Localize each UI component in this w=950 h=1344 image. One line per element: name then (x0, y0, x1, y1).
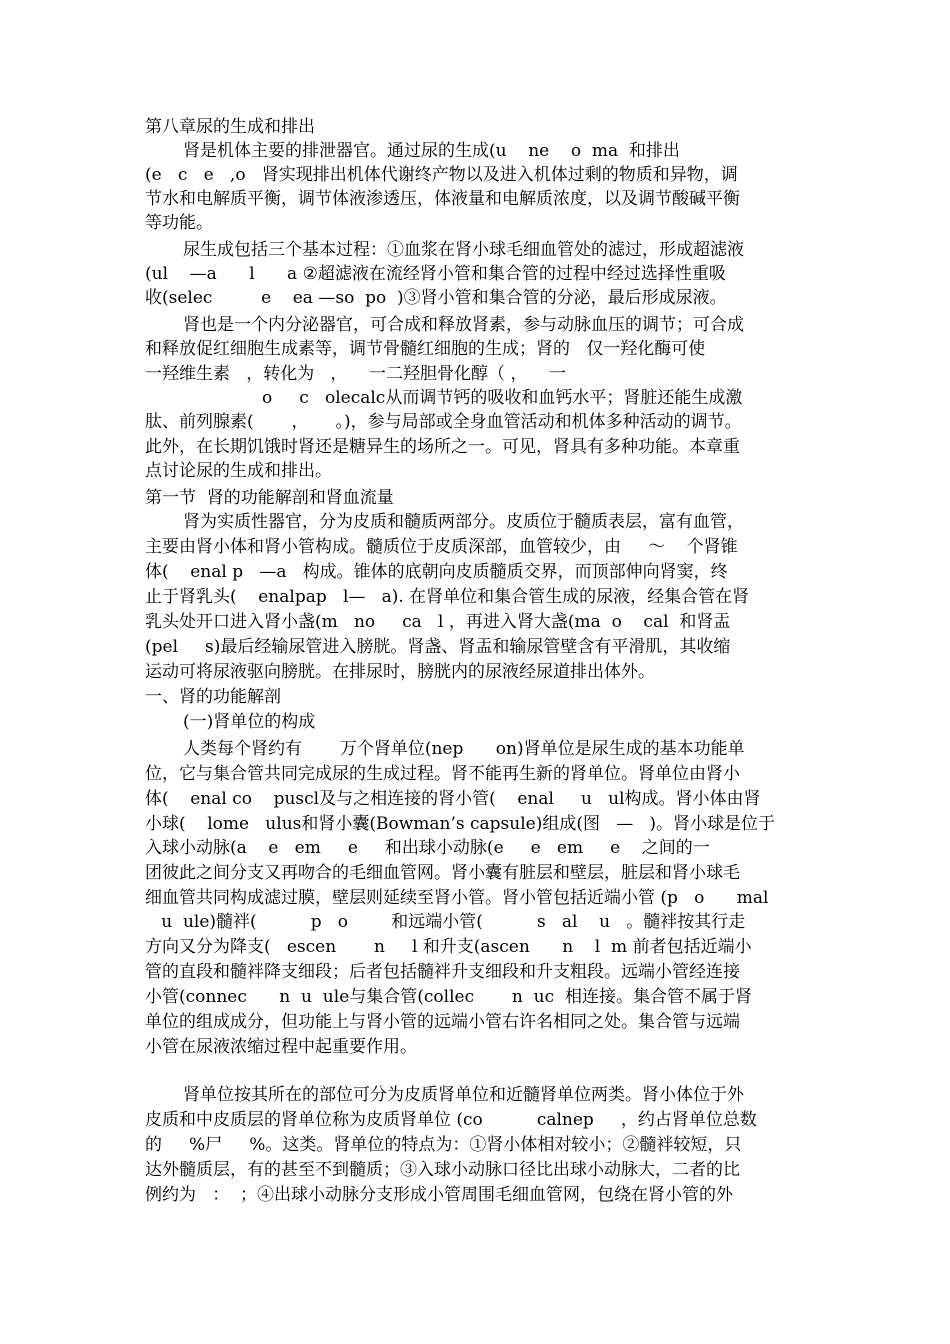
paragraph-line: 单位的组成成分，但功能上与肾小管的远端小管右许名相同之处。集合管与远端 (145, 1012, 740, 1032)
paragraph-line: 细血管共同构成滤过膜，壁层则延续至肾小管。肾小管包括近端小管 (p o mal (145, 888, 769, 908)
paragraph-line: (e c e ,o 肾实现排出机体代谢终产物以及进入机体过剩的物质和异物，调 (145, 165, 738, 185)
paragraph-line: 体( enal co puscl及与之相连接的肾小管( enal u ul构成。肾小体由肾 (145, 789, 761, 809)
paragraph-line: 达外髓质层，有的甚至不到髓质；③入球小动脉口径比出球小动脉大，二者的比 (145, 1160, 740, 1180)
paragraph-line: 的 %尸 %。这类。肾单位的特点为：①肾小体相对较小；②髓袢较短，只 (145, 1135, 742, 1155)
paragraph-line: 和释放促红细胞生成素等，调节骨髓红细胞的生成；肾的 仅一羟化酶可使 (145, 339, 706, 359)
paragraph-line: 主要由肾小体和肾小管构成。髓质位于皮质深部，血管较少，由 ～ 个肾锥 (145, 537, 738, 557)
subsection-heading: (一)肾单位的构成 (183, 712, 316, 732)
subsection-heading: 一、肾的功能解剖 (145, 687, 281, 707)
paragraph-line: 小管在尿液浓缩过程中起重要作用。 (145, 1037, 417, 1057)
paragraph-line: 等功能。 (145, 213, 213, 233)
paragraph-line: 人类每个肾约有 万个肾单位(nep on)肾单位是尿生成的基本功能单 (183, 739, 745, 759)
paragraph-line: (ul —a l a ②超滤液在流经肾小管和集合管的过程中经过选择性重吸 (145, 264, 726, 284)
paragraph-line: 肾也是一个内分泌器官，可合成和释放肾素，参与动脉血压的调节；可合成 (183, 315, 744, 335)
paragraph-line: u ule)髓袢( p o 和远端小管( s al u 。髓袢按其行走 (145, 912, 746, 932)
paragraph-line: 方向又分为降支( escen n l 和升支(ascen n l m 前者包括近端小 (145, 937, 752, 957)
paragraph-line: 一羟维生素 ，转化为 ， 一二羟胆骨化醇（ ， 一 (145, 364, 567, 384)
paragraph-line: 运动可将尿液驱向膀胱。在排尿时，膀胱内的尿液经尿道排出体外。 (145, 662, 655, 682)
paragraph-line: 肽、前列腺素( ， 。)，参与局部或全身血管活动和机体多种活动的调节。 (145, 412, 742, 432)
paragraph-line: 小管(connec n u ule与集合管(collec n uc 相连接。集合管不属于肾 (145, 987, 752, 1007)
paragraph-line: 皮质和中皮质层的肾单位称为皮质肾单位 (co calnep ，约占肾单位总数 (145, 1110, 757, 1130)
paragraph-line: 收(selec e ea —so po )③肾小管和集合管的分泌，最后形成尿液。 (145, 288, 727, 308)
paragraph-line: 此外，在长期饥饿时肾还是糖异生的场所之一。可见，肾具有多种功能。本章重 (145, 437, 740, 457)
paragraph-line: 肾是机体主要的排泄器官。通过尿的生成(u ne o ma 和排出 (183, 141, 680, 161)
paragraph-line: 入球小动脉(a e em e 和出球小动脉(e e em e 之间的一 (145, 838, 710, 858)
paragraph-line: 止于肾乳头( enalpap l— a). 在肾单位和集合管生成的尿液，经集合管在肾 (145, 587, 750, 607)
paragraph-line: 肾单位按其所在的部位可分为皮质肾单位和近髓肾单位两类。肾小体位于外 (183, 1085, 744, 1105)
paragraph-line: 管的直段和髓袢降支细段；后者包括髓袢升支细段和升支粗段。远端小管经连接 (145, 962, 740, 982)
paragraph-line: 点讨论尿的生成和排出。 (145, 461, 332, 481)
paragraph-line: 节水和电解质平衡，调节体液渗透压，体液量和电解质浓度，以及调节酸碱平衡 (145, 189, 740, 209)
paragraph-line: o c olecalc从而调节钙的吸收和血钙水平；肾脏还能生成激 (262, 388, 743, 408)
paragraph-line: 团彼此之间分支又再吻合的毛细血管网。肾小囊有脏层和壁层，脏层和肾小球毛 (145, 863, 740, 883)
paragraph-line: 肾为实质性器官，分为皮质和髓质两部分。皮质位于髓质表层，富有血管， (183, 512, 744, 532)
paragraph-line: 乳头处开口进入肾小盏(m no ca l ，再进入肾大盏(ma o cal 和肾盂 (145, 612, 731, 632)
chapter-title: 第八章尿的生成和排出 (145, 117, 315, 137)
section-heading: 第一节 肾的功能解剖和肾血流量 (145, 488, 394, 508)
paragraph-line: 位，它与集合管共同完成尿的生成过程。肾不能再生新的肾单位。肾单位由肾小 (145, 764, 740, 784)
paragraph-line: 尿生成包括三个基本过程：①血浆在肾小球毛细血管处的滤过，形成超滤液 (183, 240, 744, 260)
paragraph-line: 例约为 ： ；④出球小动脉分支形成小管周围毛细血管网，包绕在肾小管的外 (145, 1185, 734, 1205)
paragraph-line: (pel s)最后经输尿管进入膀胱。肾盏、肾盂和输尿管壁含有平滑肌，其收缩 (145, 637, 731, 657)
paragraph-line: 体( enal p —a 构成。锥体的底朝向皮质髓质交界，而顶部伸向肾窦，终 (145, 562, 728, 582)
paragraph-line: 小球( lome ulus和肾小囊(Bowman’s capsule)组成(图 — )。肾小球是位于 (145, 814, 776, 834)
